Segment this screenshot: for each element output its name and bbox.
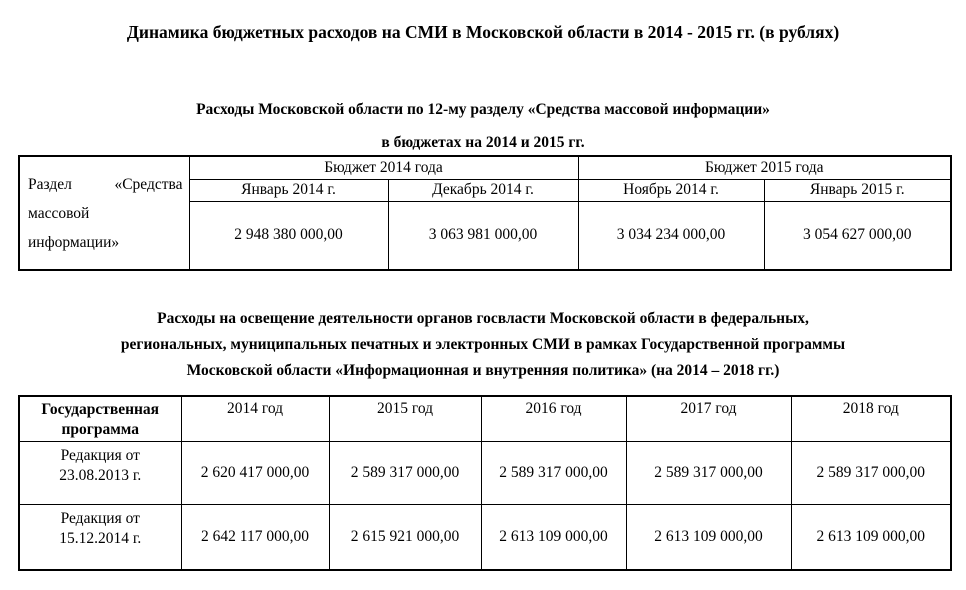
table-cell-value: 2 613 109 000,00	[791, 505, 951, 570]
column-header-2018: 2018 год	[791, 396, 951, 442]
column-header-january-2015: Январь 2015 г.	[764, 179, 951, 201]
table-cell-value: 2 615 921 000,00	[329, 505, 481, 570]
section2-subtitle-line3: Московской области «Информационная и внутренняя политика» (на 2014 – 2018 гг.)	[186, 362, 780, 379]
column-header-january-2014: Январь 2014 г.	[189, 179, 388, 201]
table-cell-value: 2 642 117 000,00	[181, 505, 329, 570]
budget-table-row-header: Раздел «Средства массовой информации»	[19, 156, 189, 270]
table-cell-value: 2 589 317 000,00	[626, 442, 791, 505]
table-header-row	[19, 396, 951, 442]
row-label-redaction-2014: Редакция от 15.12.2014 г.	[19, 505, 181, 570]
section1-subtitle	[0, 93, 966, 159]
state-program-corner-header: Государственная программа	[19, 396, 181, 442]
section2-subtitle-line2: региональных, муниципальных печатных и электронных СМИ в рамках Государственной программы	[120, 336, 846, 353]
table-cell-value: 3 034 234 000,00	[578, 201, 764, 270]
state-program-table	[18, 395, 952, 571]
budget-2014-group-header: Бюджет 2014 года	[189, 156, 578, 179]
table-row	[19, 442, 951, 505]
table-cell-value: 2 589 317 000,00	[329, 442, 481, 505]
table-cell-value: 2 613 109 000,00	[626, 505, 791, 570]
section1-subtitle-line2: в бюджетах на 2014 и 2015 гг.	[381, 134, 585, 151]
table-cell-value: 2 589 317 000,00	[481, 442, 626, 505]
column-header-2016: 2016 год	[481, 396, 626, 442]
section2-subtitle-line1: Расходы на освещение деятельности органов госвласти Московской области в федеральных,	[157, 310, 809, 327]
column-header-december-2014: Декабрь 2014 г.	[388, 179, 578, 201]
section1-subtitle-line1: Расходы Московской области по 12-му разделу «Средства массовой информации»	[196, 101, 770, 118]
budget-2015-group-header: Бюджет 2015 года	[578, 156, 951, 179]
section2-subtitle	[0, 306, 966, 384]
document-title: Динамика бюджетных расходов на СМИ в Московской области в 2014 - 2015 гг. (в рублях)	[126, 22, 840, 42]
table-cell-value: 2 620 417 000,00	[181, 442, 329, 505]
table-cell-value: 3 063 981 000,00	[388, 201, 578, 270]
table-row	[19, 505, 951, 570]
table-cell-value: 2 948 380 000,00	[189, 201, 388, 270]
budget-2014-2015-table	[18, 155, 952, 271]
column-header-2014: 2014 год	[181, 396, 329, 442]
table-row	[19, 156, 951, 179]
column-header-2017: 2017 год	[626, 396, 791, 442]
column-header-2015: 2015 год	[329, 396, 481, 442]
table-cell-value: 3 054 627 000,00	[764, 201, 951, 270]
table-cell-value: 2 589 317 000,00	[791, 442, 951, 505]
column-header-november-2014: Ноябрь 2014 г.	[578, 179, 764, 201]
table-cell-value: 2 613 109 000,00	[481, 505, 626, 570]
row-label-redaction-2013: Редакция от 23.08.2013 г.	[19, 442, 181, 505]
